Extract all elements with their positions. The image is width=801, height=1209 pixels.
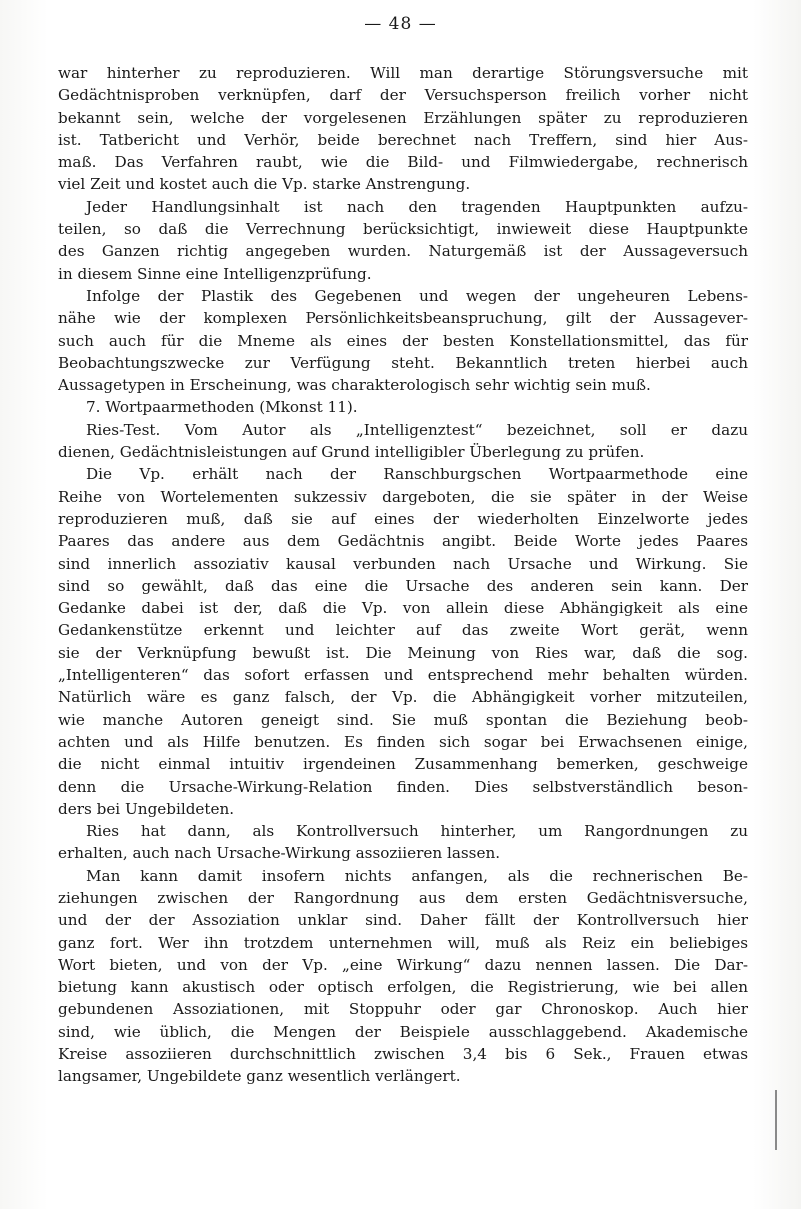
text-line: war hinterher zu reproduzieren. Will man derartige Störungsversuche mit: [58, 64, 748, 82]
text-line: ders bei Ungebildeten.: [58, 799, 235, 818]
page-number: — 48 —: [364, 14, 437, 34]
text-line: ganz fort. Wer ihn trotzdem unternehmen will, muß als Reiz ein beliebiges: [58, 933, 748, 952]
text-line: ziehungen zwischen der Rangordnung aus dem ersten Gedächtnisversuche,: [58, 888, 748, 907]
text-line: „Intelligenteren“ das sofort erfassen und entsprechend mehr behalten würden.: [58, 666, 748, 685]
text-line: teilen, so daß die Verrechnung berücksichtigt, inwieweit diese Hauptpunkte: [58, 220, 748, 239]
text-line: und der der Assoziation unklar sind. Daher fällt der Kontrollversuch hier: [58, 911, 748, 930]
text-line: sind, wie üblich, die Mengen der Beispiele ausschlaggebend. Akademische: [58, 1022, 748, 1041]
text-line: sind innerlich assoziativ kausal verbunden nach Ursache und Wirkung. Sie: [58, 554, 748, 573]
text-line: Die Vp. erhält nach der Ranschburgschen Wortpaarmethode eine: [86, 465, 748, 484]
text-line: maß. Das Verfahren raubt, wie die Bild- und Filmwiedergabe, rechnerisch: [58, 153, 748, 172]
text-line: ist. Tatbericht und Verhör, beide berechnet nach Treffern, sind hier Aus-: [58, 130, 748, 149]
text-line: Reihe von Wortelementen sukzessiv dargeboten, die sie später in der Weise: [58, 487, 748, 506]
text-line: achten und als Hilfe benutzen. Es finden sich sogar bei Erwachsenen einige,: [58, 732, 748, 751]
text-line: erhalten, auch nach Ursache-Wirkung assoziieren lassen.: [58, 844, 501, 863]
text-line: Jeder Handlungsinhalt ist nach den tragenden Hauptpunkten aufzu-: [86, 197, 748, 216]
text-line: Aussagetypen in Erscheinung, was charakterologisch sehr wichtig sein muß.: [58, 376, 651, 395]
text-line: gebundenen Assoziationen, mit Stoppuhr oder gar Chronoskop. Auch hier: [58, 1000, 748, 1019]
text-line: 7. Wortpaarmethoden (Mkonst 11).: [86, 398, 358, 417]
text-line: reproduzieren muß, daß sie auf eines der wiederholten Einzelworte jedes: [58, 509, 748, 528]
text-line: sind so gewählt, daß das eine die Ursache des anderen sein kann. Der: [58, 576, 748, 595]
text-line: Gedanke dabei ist der, daß die Vp. von allein diese Abhängigkeit als eine: [58, 599, 748, 618]
text-line: Infolge der Plastik des Gegebenen und wegen der ungeheuren Lebens-: [86, 286, 748, 305]
text-line: nähe wie der komplexen Persönlichkeitsbeanspruchung, gilt der Aussagever-: [58, 309, 748, 328]
text-line: des Ganzen richtig angegeben wurden. Naturgemäß ist der Aussageversuch: [58, 242, 748, 261]
text-line: sie der Verknüpfung bewußt ist. Die Meinung von Ries war, daß die sog.: [58, 643, 748, 662]
text-line: Paares das andere aus dem Gedächtnis angibt. Beide Worte jedes Paares: [58, 532, 748, 551]
text-line: die nicht einmal intuitiv irgendeinen Zusammenhang bemerken, geschweige: [58, 755, 748, 774]
text-line: Ries-Test. Vom Autor als „Intelligenztest“ bezeichnet, soll er dazu: [86, 420, 748, 439]
text-line: denn die Ursache-Wirkung-Relation finden. Dies selbstverständlich beson-: [58, 777, 748, 796]
text-line: bekannt sein, welche der vorgelesenen Erzählungen später zu reproduzieren: [58, 108, 748, 127]
body-text: [58, 62, 748, 1088]
text-line: Wort bieten, und von der Vp. „eine Wirkung“ dazu nennen lassen. Die Dar-: [58, 955, 748, 974]
text-line: Gedankenstütze erkennt und leichter auf das zweite Wort gerät, wenn: [58, 621, 748, 640]
text-line: Man kann damit insofern nichts anfangen, als die rechnerischen Be-: [86, 866, 748, 885]
text-line: Gedächtnisproben verknüpfen, darf der Versuchsperson freilich vorher nicht: [58, 86, 748, 105]
text-line: langsamer, Ungebildete ganz wesentlich verlängert.: [58, 1067, 461, 1086]
text-line: such auch für die Mneme als eines der besten Konstellationsmittel, das für: [58, 331, 748, 350]
text-line: Natürlich wäre es ganz falsch, der Vp. die Abhängigkeit vorher mitzuteilen,: [58, 688, 748, 707]
text-line: Ries hat dann, als Kontrollversuch hinterher, um Rangordnungen zu: [86, 822, 748, 841]
text-line: Beobachtungszwecke zur Verfügung steht. Bekanntlich treten hierbei auch: [58, 353, 748, 372]
text-line: bietung kann akustisch oder optisch erfolgen, die Registrierung, wie bei allen: [58, 978, 748, 997]
text-line: in diesem Sinne eine Intelligenzprüfung.: [58, 264, 372, 283]
text-line: wie manche Autoren geneigt sind. Sie muß spontan die Beziehung beob-: [58, 710, 748, 729]
text-line: Kreise assoziieren durchschnittlich zwischen 3,4 bis 6 Sek., Frauen etwas: [58, 1045, 748, 1064]
text-line: viel Zeit und kostet auch die Vp. starke Anstrengung.: [58, 175, 471, 194]
page-edge-shadow: [775, 1090, 777, 1150]
text-line: dienen, Gedächtnisleistungen auf Grund intelligibler Überlegung zu prüfen.: [58, 443, 645, 462]
